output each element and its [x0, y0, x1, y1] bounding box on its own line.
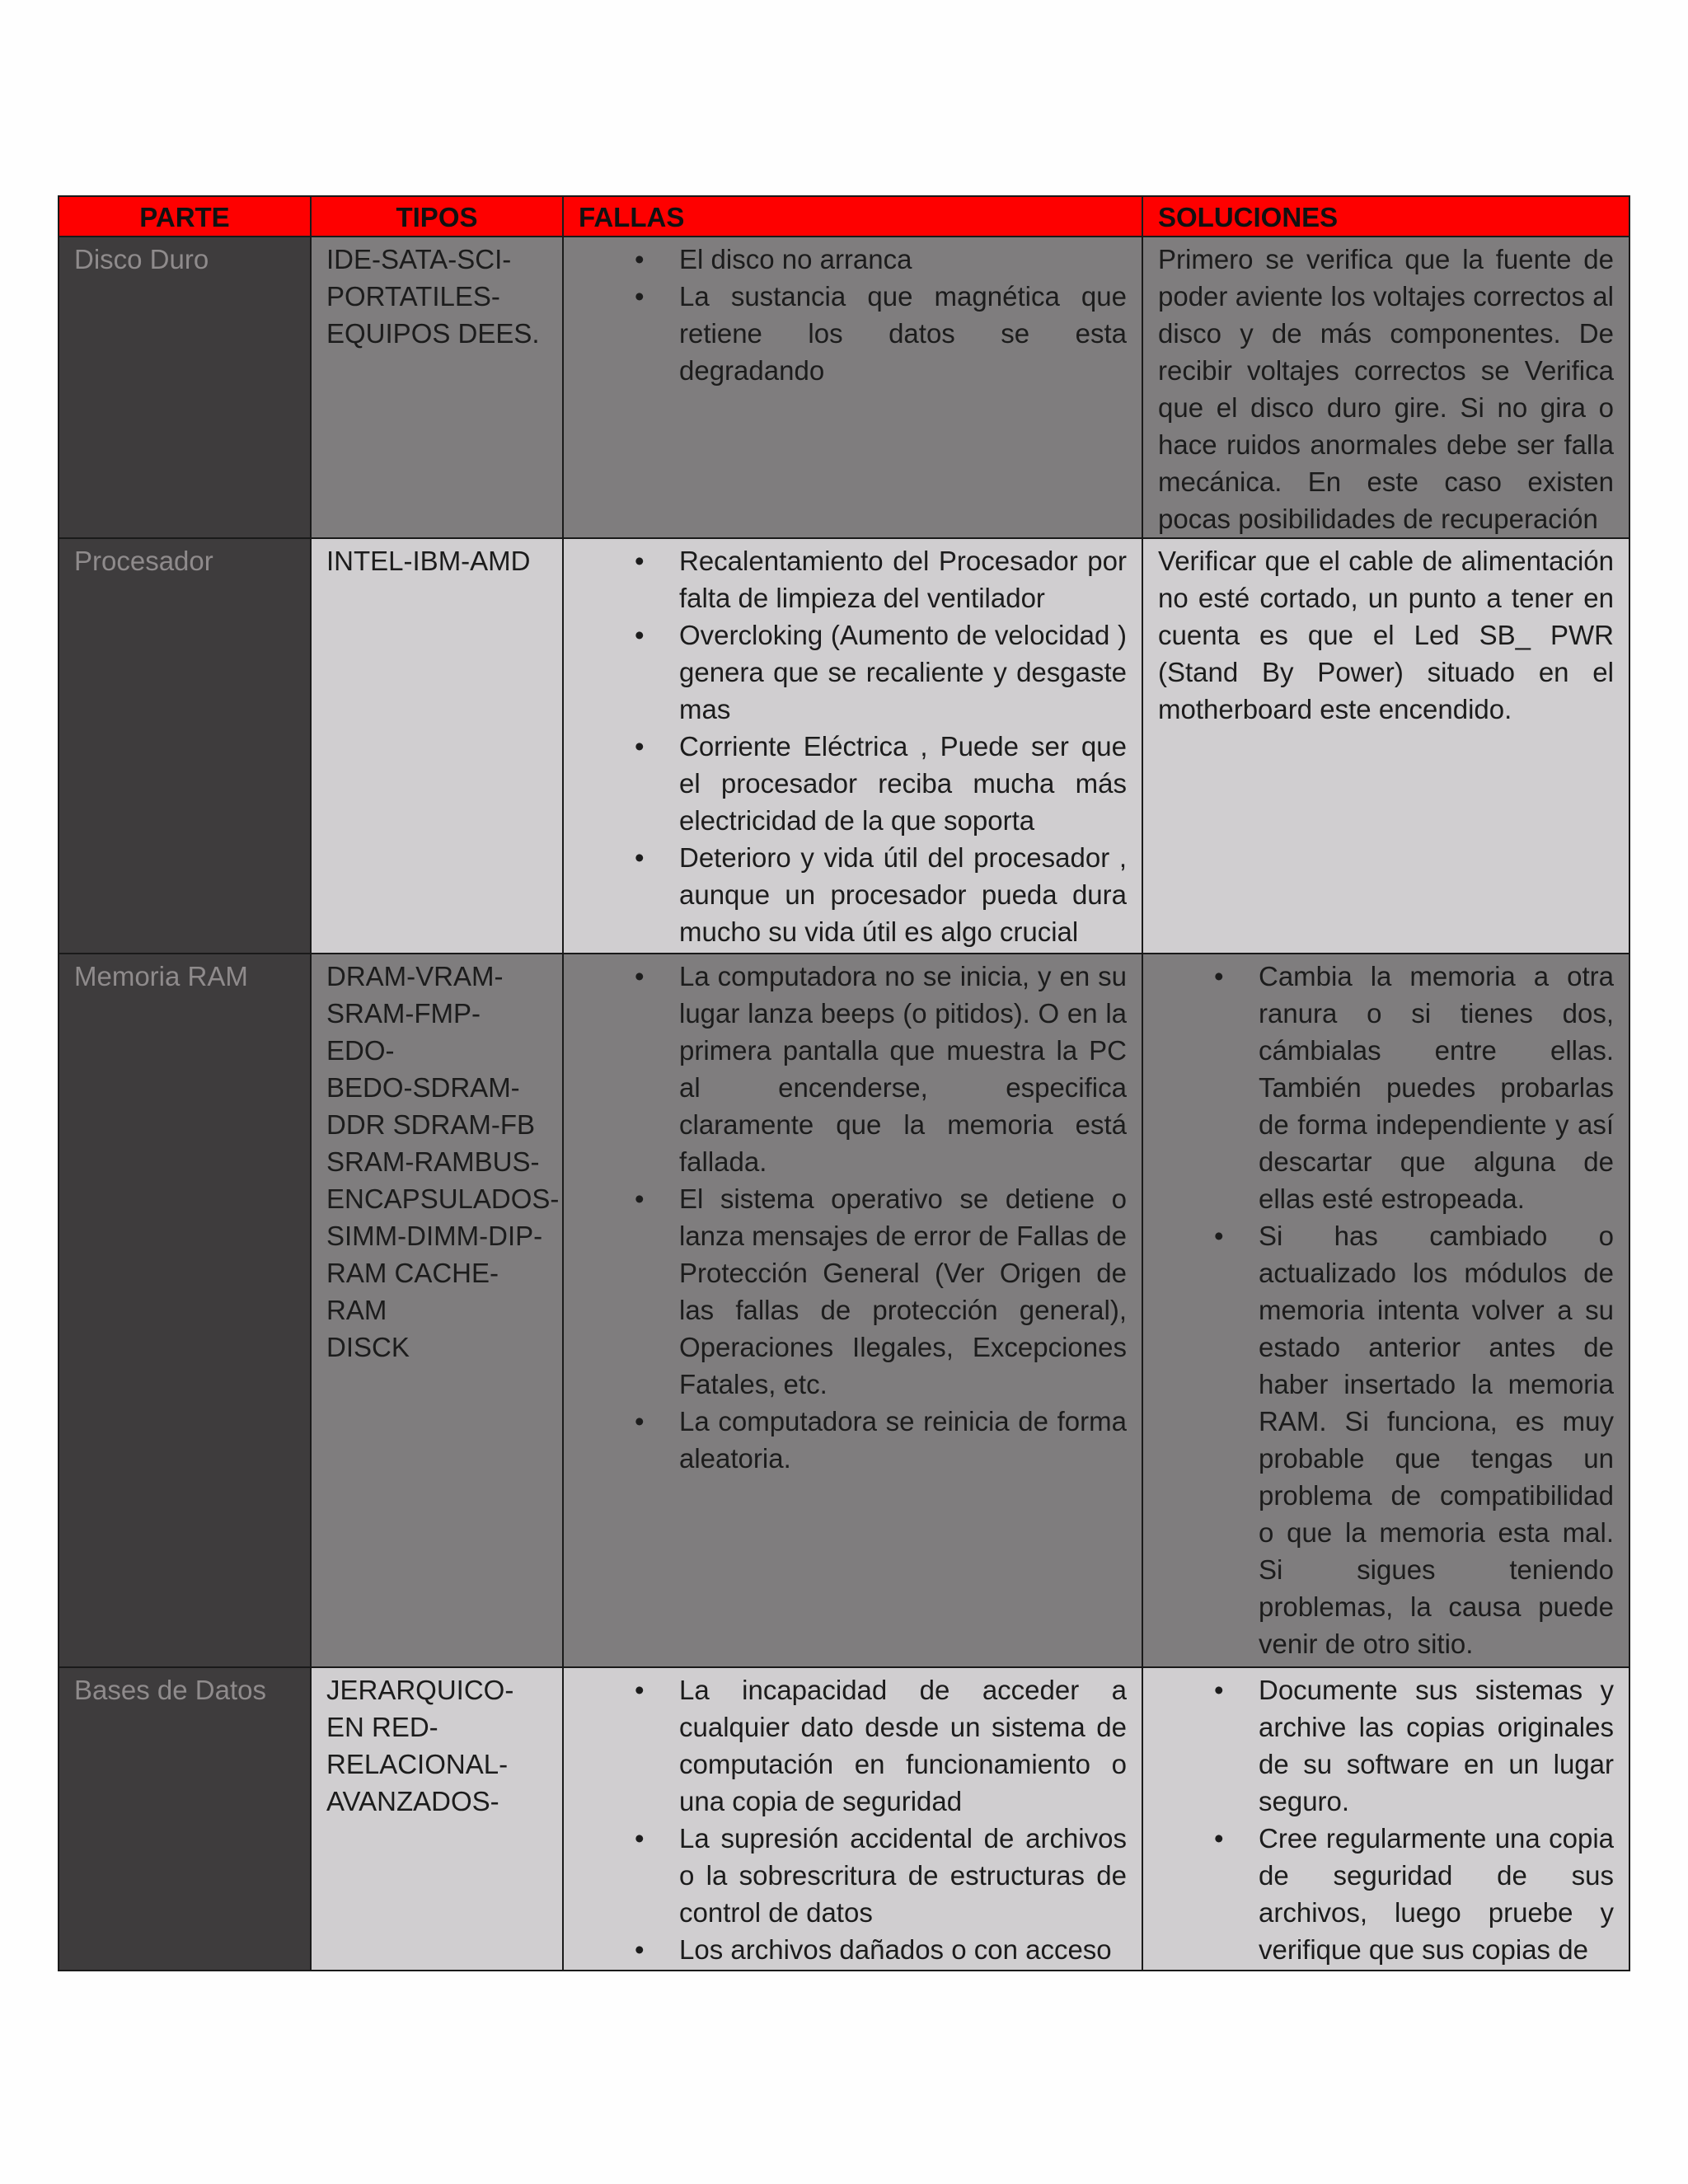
solutions-list	[1158, 958, 1614, 1662]
part-cell: Procesador	[59, 538, 311, 954]
table-row	[59, 954, 1629, 1667]
failures-cell	[563, 237, 1142, 538]
types-cell	[311, 954, 563, 1667]
table-row	[59, 1667, 1629, 1971]
part-cell: Memoria RAM	[59, 954, 311, 1667]
solutions-cell	[1142, 1667, 1629, 1971]
part-cell: Disco Duro	[59, 237, 311, 538]
solutions-cell: Verificar que el cable de alimentación no esté cortado, un punto a tener en cuenta es que el Led SB_ PWR (Stand By Power) situado en el motherboard este encendido.	[1142, 538, 1629, 954]
solution-item: • Cambia la memoria a otra ranura o si tienes dos, cámbialas entre ellas. También puedes probarlas de forma independiente y así descartar que alguna de ellas esté estropeada.	[1158, 958, 1614, 1217]
failure-item: • El disco no arranca	[579, 241, 1127, 278]
header-tipos: TIPOS	[311, 196, 563, 237]
types-cell	[311, 538, 563, 954]
failure-item: • La sustancia que magnética que retiene los datos se esta degradando	[579, 278, 1127, 389]
header-soluciones: SOLUCIONES	[1142, 196, 1629, 237]
failures-list	[579, 1671, 1127, 1968]
header-row	[59, 196, 1629, 237]
failure-item: • El sistema operativo se detiene o lanza mensajes de error de Fallas de Protección General (Ver Origen de las fallas de protección general), Operaciones Ilegales, Excepciones Fatales, etc.	[579, 1180, 1127, 1403]
types-cell	[311, 1667, 563, 1971]
types-text: DRAM-VRAM- SRAM-FMP-EDO- BEDO-SDRAM- DDR SDRAM-FB SRAM-RAMBUS- ENCAPSULADOS- SIMM-DIMM-DIP- RAM CACHE-RAM DISCK	[326, 961, 560, 1362]
failures-cell	[563, 954, 1142, 1667]
solutions-list	[1158, 1671, 1614, 1968]
components-table	[58, 195, 1630, 1971]
types-text: JERARQUICO- EN RED- RELACIONAL- AVANZADOS-	[326, 1675, 514, 1816]
header-parte: PARTE	[59, 196, 311, 237]
types-text: INTEL-IBM-AMD	[326, 546, 531, 576]
failure-item: • Corriente Eléctrica , Puede ser que el procesador reciba mucha más electricidad de la que soporta	[579, 728, 1127, 839]
failure-item: • Overcloking (Aumento de velocidad ) genera que se recaliente y desgaste mas	[579, 616, 1127, 728]
failures-cell	[563, 1667, 1142, 1971]
failures-list	[579, 542, 1127, 950]
header-fallas: FALLAS	[563, 196, 1142, 237]
solution-item: • Documente sus sistemas y archive las copias originales de su software en un lugar seguro.	[1158, 1671, 1614, 1820]
table-row	[59, 237, 1629, 538]
types-cell	[311, 237, 563, 538]
failure-item: • La supresión accidental de archivos o la sobrescritura de estructuras de control de datos	[579, 1820, 1127, 1931]
failures-cell	[563, 538, 1142, 954]
table-row	[59, 538, 1629, 954]
failure-item: • Recalentamiento del Procesador por falta de limpieza del ventilador	[579, 542, 1127, 616]
failures-list	[579, 241, 1127, 389]
solution-item: • Si has cambiado o actualizado los módulos de memoria intenta volver a su estado anterior antes de haber insertado la memoria RAM. Si funciona, es muy probable que tengas un problema de compatibilidad o que la memoria esta mal. Si sigues teniendo problemas, la causa puede venir de otro sitio.	[1158, 1217, 1614, 1662]
solutions-cell: Primero se verifica que la fuente de poder aviente los voltajes correctos al disco y de más componentes. De recibir voltajes correctos se Verifica que el disco duro gire. Si no gira o hace ruidos anormales debe ser falla mecánica. En este caso existen pocas posibilidades de recuperación	[1142, 237, 1629, 538]
solutions-cell	[1142, 954, 1629, 1667]
failure-item: • Deterioro y vida útil del procesador , aunque un procesador pueda dura mucho su vida útil es algo crucial	[579, 839, 1127, 950]
failure-item: • Los archivos dañados o con acceso	[579, 1931, 1127, 1968]
failure-item: • La computadora no se inicia, y en su lugar lanza beeps (o pitidos). O en la primera pantalla que muestra la PC al encenderse, especifica claramente que la memoria está fallada.	[579, 958, 1127, 1180]
part-cell: Bases de Datos	[59, 1667, 311, 1971]
types-text: IDE-SATA-SCI- PORTATILES- EQUIPOS DEES.	[326, 244, 540, 349]
failures-list	[579, 958, 1127, 1477]
solution-item: • Cree regularmente una copia de seguridad de sus archivos, luego pruebe y verifique que sus copias de	[1158, 1820, 1614, 1968]
failure-item: • La computadora se reinicia de forma aleatoria.	[579, 1403, 1127, 1477]
failure-item: • La incapacidad de acceder a cualquier dato desde un sistema de computación en funcionamiento o una copia de seguridad	[579, 1671, 1127, 1820]
